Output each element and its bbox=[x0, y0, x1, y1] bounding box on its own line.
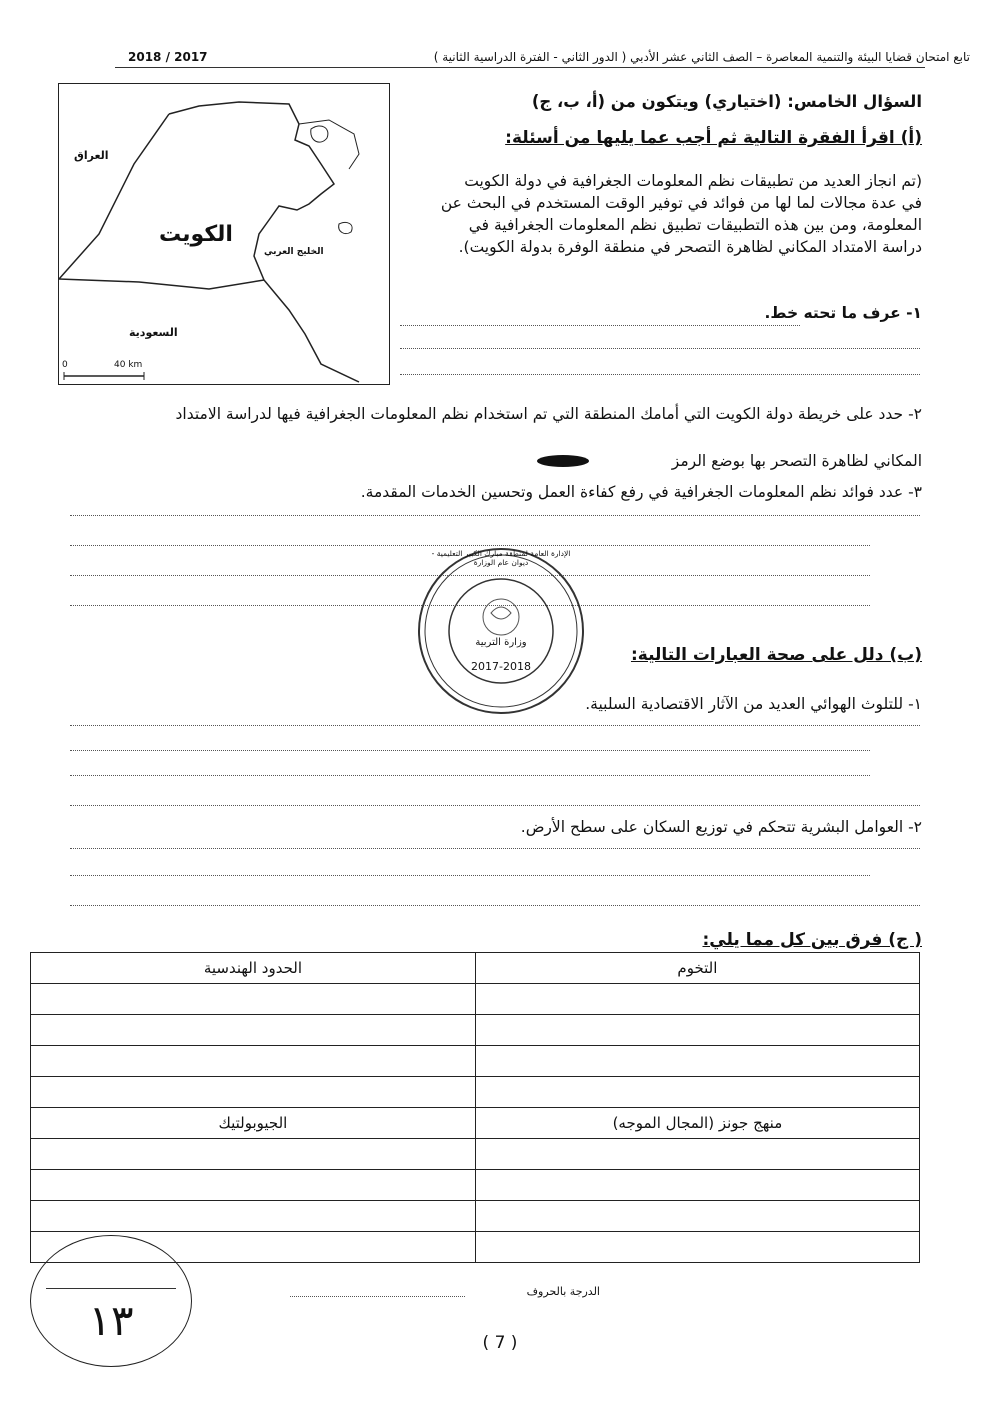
official-stamp bbox=[415, 545, 587, 717]
col-head-frontiers: التخوم bbox=[475, 953, 919, 984]
table-cell[interactable] bbox=[475, 1170, 919, 1201]
answer-line[interactable] bbox=[70, 805, 920, 806]
header-rule bbox=[115, 67, 925, 68]
col-head-jones-method: منهج جونز (المجال الموجه) bbox=[475, 1108, 919, 1139]
stamp-org: وزارة التربية bbox=[475, 637, 527, 648]
table-cell[interactable] bbox=[31, 1077, 476, 1108]
answer-line[interactable] bbox=[400, 348, 920, 349]
part-a-question-3: ٣- عدد فوائد نظم المعلومات الجغرافية في رفع كفاءة العمل وتحسين الخدمات المقدمة. bbox=[360, 483, 922, 501]
table-cell[interactable] bbox=[31, 1170, 476, 1201]
part-b-statement-2: ٢- العوامل البشرية تتحكم في توزيع السكان على سطح الأرض. bbox=[520, 818, 922, 836]
map-label-kuwait: الكويت bbox=[159, 222, 233, 247]
table-cell[interactable] bbox=[475, 1139, 919, 1170]
part-a-question-1: ١- عرف ما تحته خط. bbox=[764, 304, 922, 322]
comparison-table bbox=[30, 952, 920, 1263]
paragraph-line-4: دراسة الامتداد المكاني لظاهرة التصحر في منطقة الوفرة بدولة الكويت). bbox=[458, 238, 922, 256]
part-a-question-2: ٢- حدد على خريطة دولة الكويت التي أمامك المنطقة التي تم استخدام نظم المعلومات الجغرافية فيها لدراسة الامتداد bbox=[175, 405, 922, 423]
kuwait-map bbox=[58, 83, 390, 385]
answer-line[interactable] bbox=[400, 325, 800, 326]
answer-line[interactable] bbox=[70, 515, 920, 516]
paragraph-line-3: المعلومة، ومن بين هذه التطبيقات تطبيق نظم المعلومات الجغرافية في bbox=[468, 216, 922, 234]
col-head-geometric-borders: الحدود الهندسية bbox=[31, 953, 476, 984]
table-row bbox=[31, 1046, 920, 1077]
answer-line[interactable] bbox=[400, 374, 920, 375]
answer-line[interactable] bbox=[70, 775, 870, 776]
page-number: ( 7 ) bbox=[482, 1333, 518, 1353]
table-row bbox=[31, 984, 920, 1015]
stamp-year: 2017-2018 bbox=[471, 660, 531, 673]
paragraph-line-2: في عدة مجالات لما لها من فوائد في توفير الوقت المستخدم في البحث عن bbox=[440, 194, 922, 212]
table-cell[interactable] bbox=[31, 1046, 476, 1077]
map-label-iraq: العراق bbox=[74, 149, 109, 162]
part-b-statement-1: ١- للتلوث الهوائي العديد من الآثار الاقتصادية السلبية. bbox=[585, 695, 922, 713]
answer-line[interactable] bbox=[70, 905, 920, 906]
table-cell[interactable] bbox=[475, 1015, 919, 1046]
part-b-heading: (ب) دلل على صحة العبارات التالية: bbox=[630, 645, 922, 665]
table-row bbox=[31, 1201, 920, 1232]
answer-line[interactable] bbox=[70, 848, 920, 849]
grade-in-words-label: الدرجة بالحروف bbox=[526, 1285, 600, 1298]
stamp-ring-text: الإدارة العامة لمنطقة مبارك الكبير التعليمية - ديوان عام الوزارة bbox=[431, 549, 571, 567]
map-label-saudi: السعودية bbox=[129, 326, 178, 339]
question-five-title: السؤال الخامس: (اختياري) ويتكون من (أ، ب، ج) bbox=[531, 92, 922, 111]
part-a-heading: (أ) اقرأ الفقرة التالية ثم أجب عما يليها من أسئلة: bbox=[505, 128, 922, 148]
table-row bbox=[31, 1170, 920, 1201]
table-cell[interactable] bbox=[475, 1232, 919, 1263]
table-cell[interactable] bbox=[31, 1015, 476, 1046]
desertification-symbol bbox=[537, 455, 589, 467]
table-cell[interactable] bbox=[475, 1046, 919, 1077]
table-cell[interactable] bbox=[475, 1077, 919, 1108]
table-cell[interactable] bbox=[31, 1201, 476, 1232]
table-cell[interactable] bbox=[31, 1139, 476, 1170]
table-cell[interactable] bbox=[475, 1201, 919, 1232]
answer-line[interactable] bbox=[70, 750, 870, 751]
part-c-heading: ( ج) فرق بين كل مما يلي: bbox=[702, 930, 922, 950]
grade-circle bbox=[30, 1235, 192, 1367]
table-cell[interactable] bbox=[475, 984, 919, 1015]
table-row bbox=[31, 1108, 920, 1139]
map-label-gulf: الخليج العربي bbox=[264, 247, 324, 257]
answer-line[interactable] bbox=[70, 725, 920, 726]
grade-divider bbox=[46, 1288, 176, 1289]
exam-header-year: 2018 / 2017 bbox=[128, 50, 208, 64]
map-scale-km: 40 km bbox=[114, 360, 143, 370]
table-cell[interactable] bbox=[31, 984, 476, 1015]
part-a-paragraph bbox=[400, 170, 922, 258]
answer-line[interactable] bbox=[70, 875, 870, 876]
part-a-question-2-cont: المكاني لظاهرة التصحر بها بوضع الرمز bbox=[671, 452, 922, 470]
exam-header-title: تابع امتحان قضايا البيئة والتنمية المعاصرة – الصف الثاني عشر الأدبي ( الدور الثاني - الفترة الدراسية الثانية ) bbox=[433, 50, 970, 64]
col-head-geopolitics: الجيوبولتيك bbox=[31, 1108, 476, 1139]
grade-in-words-line[interactable] bbox=[290, 1296, 465, 1297]
table-row bbox=[31, 1077, 920, 1108]
grade-number: ١٣ bbox=[88, 1296, 134, 1345]
map-scale-zero: 0 bbox=[62, 360, 68, 370]
table-row bbox=[31, 1015, 920, 1046]
table-row bbox=[31, 1139, 920, 1170]
stamp-seal bbox=[415, 545, 587, 717]
table-row bbox=[31, 953, 920, 984]
paragraph-line-1: (تم انجاز العديد من تطبيقات نظم المعلومات الجغرافية في دولة الكويت bbox=[464, 172, 922, 190]
